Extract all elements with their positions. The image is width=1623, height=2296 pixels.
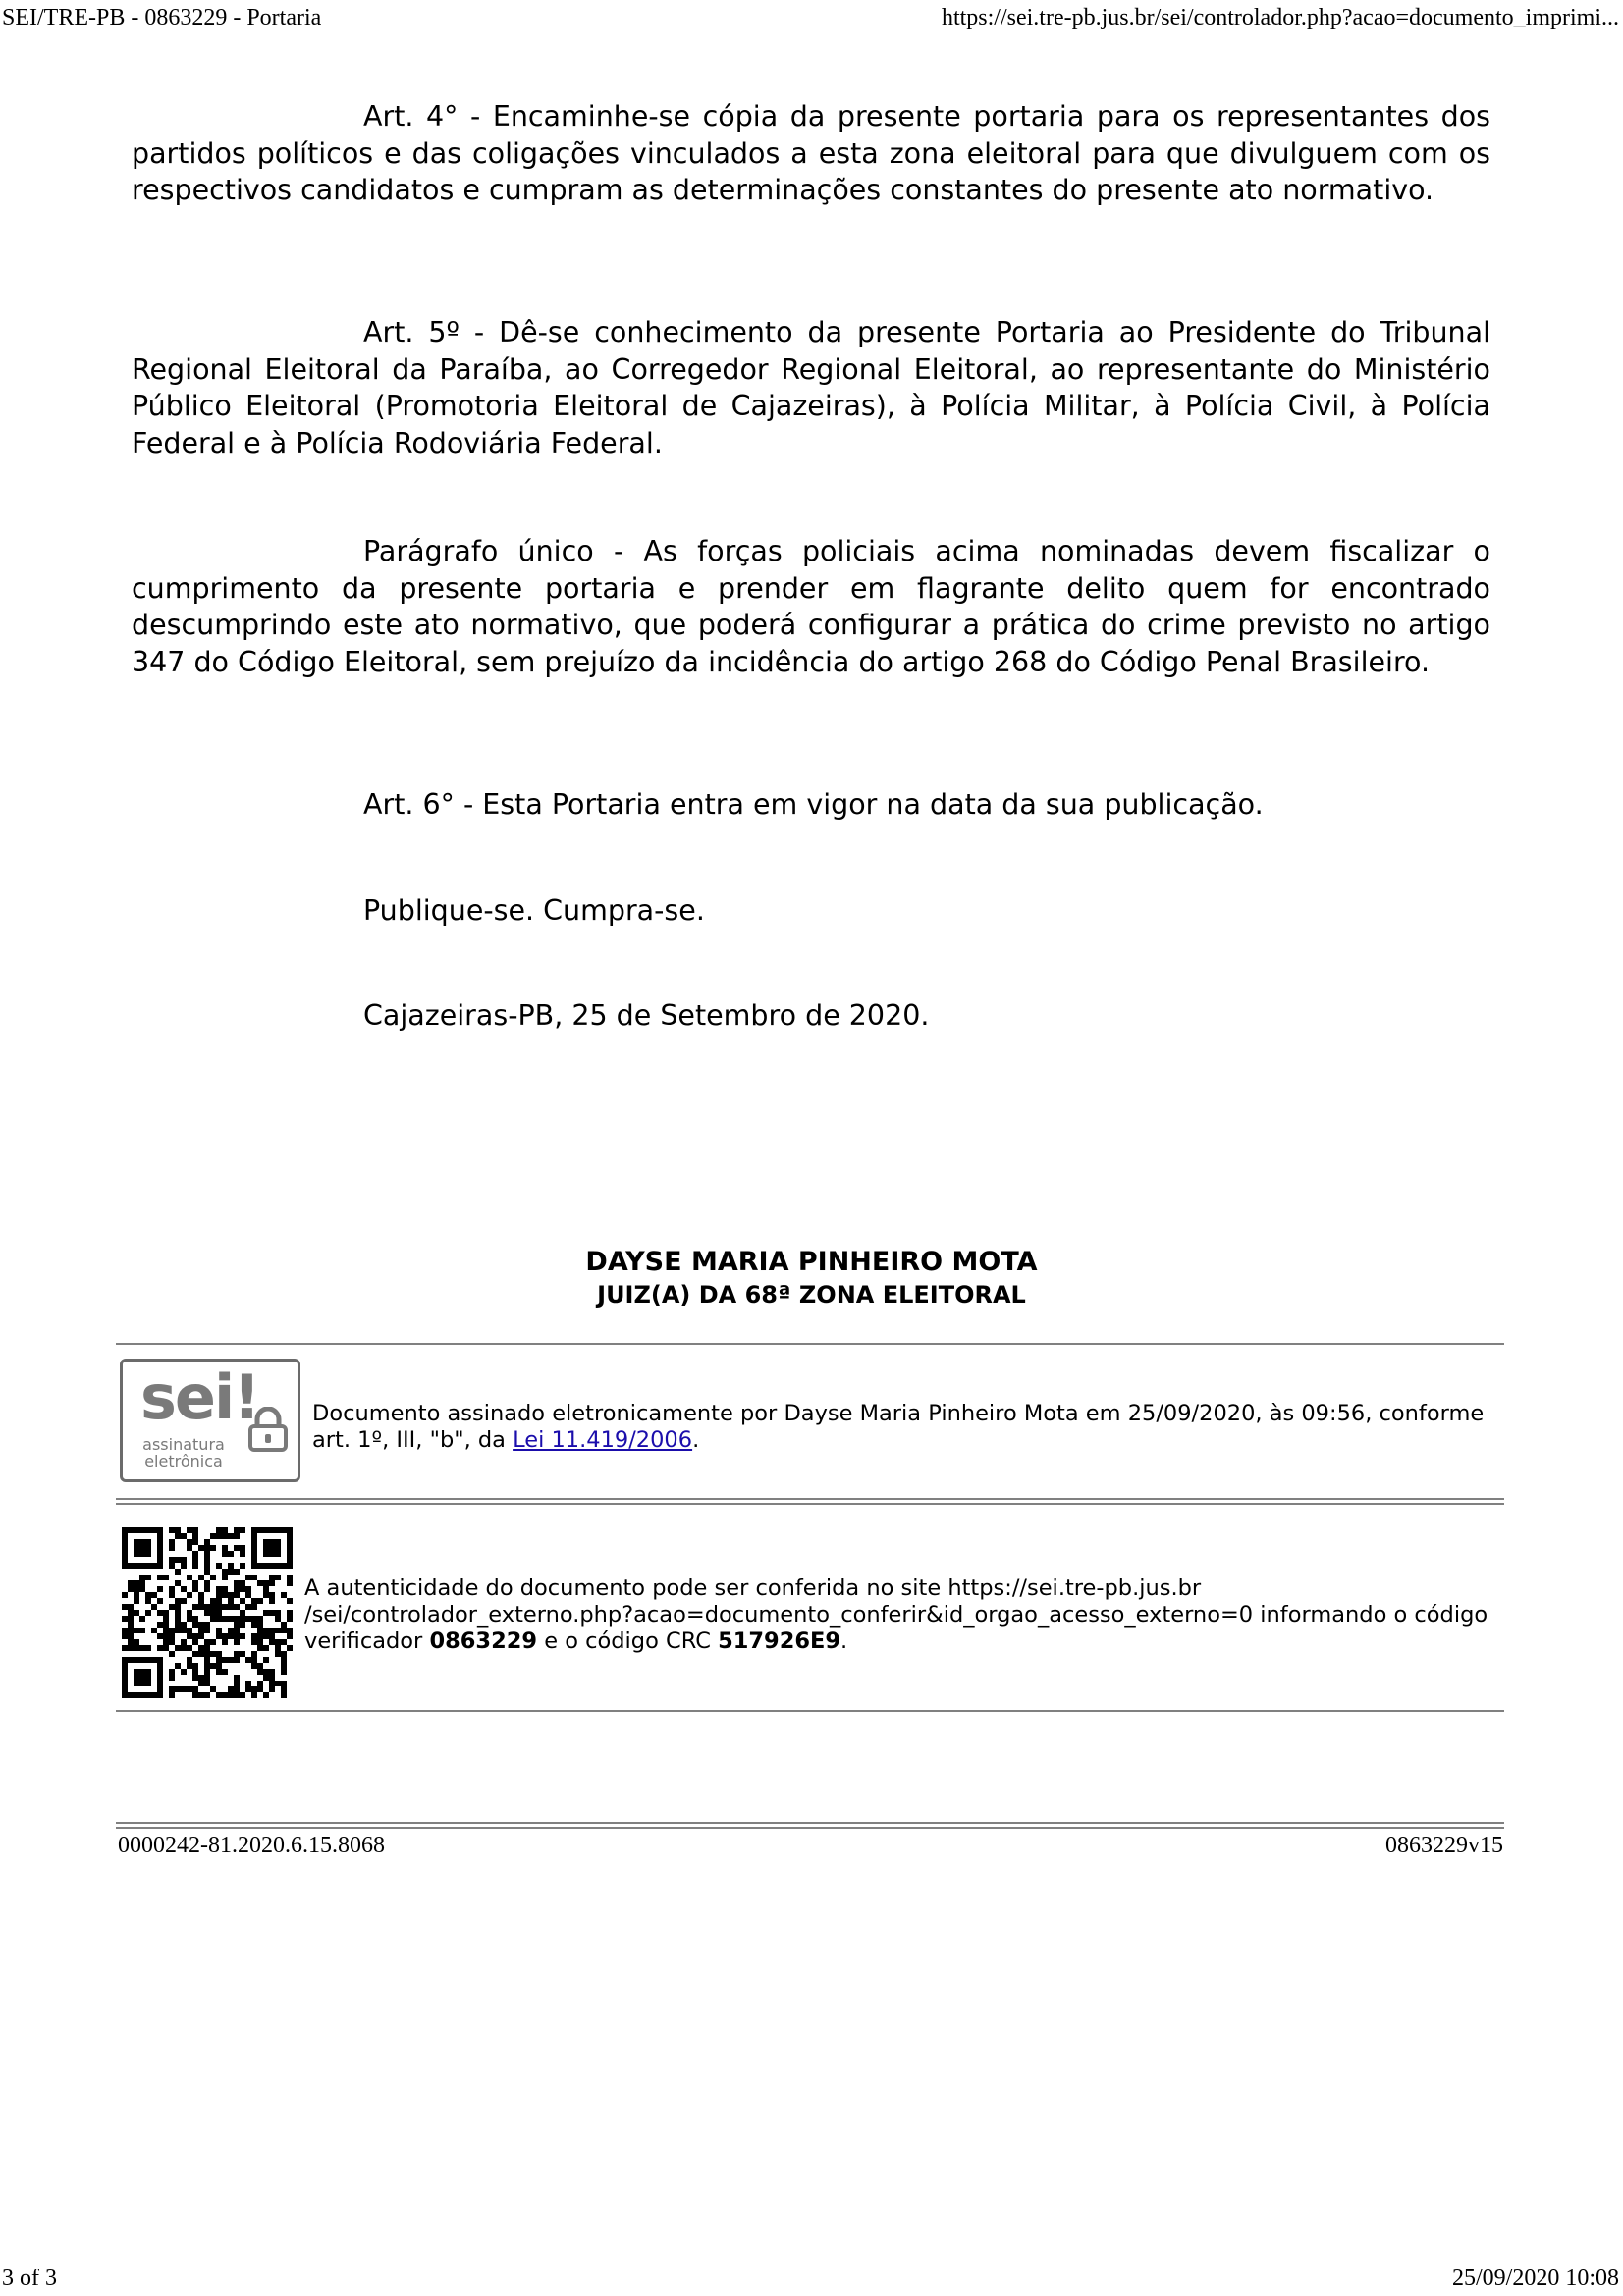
paragrafo-unico-text: Parágrafo único - As forças policiais acima nominadas devem fiscalizar o cumprimento da presente portaria e prender em flagrante delito quem for encontrado descumprindo este ato normativo, que poderá configurar a prática do crime previsto no artigo 347 do Código Eleitoral, sem prejuízo da incidência do artigo 268 do Código Penal Brasileiro. <box>132 535 1490 678</box>
document-version: 0863229v15 <box>1385 1833 1503 1858</box>
print-datetime: 25/09/2020 10:08 <box>1451 2266 1619 2291</box>
place-date: Cajazeiras-PB, 25 de Setembro de 2020. <box>363 999 930 1032</box>
authenticity-line-3 <box>304 1629 1502 1655</box>
sei-logo <box>120 1359 300 1482</box>
sei-logo-subtitle: assinatura eletrônica <box>142 1435 225 1470</box>
signature-statement <box>312 1401 1500 1454</box>
authenticity-line-2: /sei/controlador_externo.php?acao=documento_conferir&id_orgao_acesso_externo=0 informando o código <box>304 1602 1488 1628</box>
padlock-icon <box>248 1407 288 1452</box>
article-4 <box>132 98 1490 209</box>
qr-code-icon <box>122 1527 293 1698</box>
article-6: Art. 6° - Esta Portaria entra em vigor na data da sua publicação. <box>363 788 1264 821</box>
signature-statement-text: Documento assinado eletronicamente por Dayse Maria Pinheiro Mota em 25/09/2020, às 09:56, conforme art. 1º, III, "b", da <box>312 1401 1485 1453</box>
print-header-url: https://sei.tre-pb.jus.br/sei/controlador.php?acao=documento_imprimi... <box>941 5 1619 30</box>
page-count: 3 of 3 <box>2 2266 57 2291</box>
crc-code: 517926E9 <box>718 1629 841 1654</box>
divider-middle <box>116 1498 1504 1505</box>
authenticity-line-1: A autenticidade do documento pode ser conferida no site https://sei.tre-pb.jus.br <box>304 1575 1202 1601</box>
divider-bottom <box>116 1710 1504 1712</box>
sei-logo-word: sei! <box>140 1362 259 1433</box>
article-4-text: Art. 4° - Encaminhe-se cópia da presente portaria para os representantes dos partidos políticos e das coligações vinculados a esta zona eleitoral para que divulguem com os respectivos candidatos e cumpram as determinações constantes do presente ato normativo. <box>132 100 1490 206</box>
verifier-prefix: verificador <box>304 1629 430 1654</box>
publique-line: Publique-se. Cumpra-se. <box>363 894 705 927</box>
crc-prefix: e o código CRC <box>537 1629 719 1654</box>
authenticity-statement <box>304 1575 1502 1655</box>
print-header-title: SEI/TRE-PB - 0863229 - Portaria <box>2 5 322 30</box>
article-5 <box>132 314 1490 461</box>
process-number: 0000242-81.2020.6.15.8068 <box>118 1833 385 1858</box>
footer-divider <box>116 1822 1504 1829</box>
article-5-text: Art. 5º - Dê-se conhecimento da presente Portaria ao Presidente do Tribunal Regional Eleitoral da Paraíba, ao Corregedor Regional Eleitoral, ao representante do Ministério Público Eleitoral (Promotoria Eleitoral de Cajazeiras), à Polícia Militar, à Polícia Civil, à Polícia Federal e à Polícia Rodoviária Federal. <box>132 316 1490 459</box>
law-link[interactable]: Lei 11.419/2006 <box>513 1427 693 1453</box>
signer-role: JUIZ(A) DA 68ª ZONA ELEITORAL <box>597 1281 1026 1308</box>
authenticity-end: . <box>840 1629 848 1654</box>
verifier-code: 0863229 <box>429 1629 538 1654</box>
divider-top <box>116 1343 1504 1345</box>
paragrafo-unico <box>132 533 1490 680</box>
signer-name: DAYSE MARIA PINHEIRO MOTA <box>585 1247 1038 1277</box>
signature-statement-end: . <box>692 1427 700 1453</box>
